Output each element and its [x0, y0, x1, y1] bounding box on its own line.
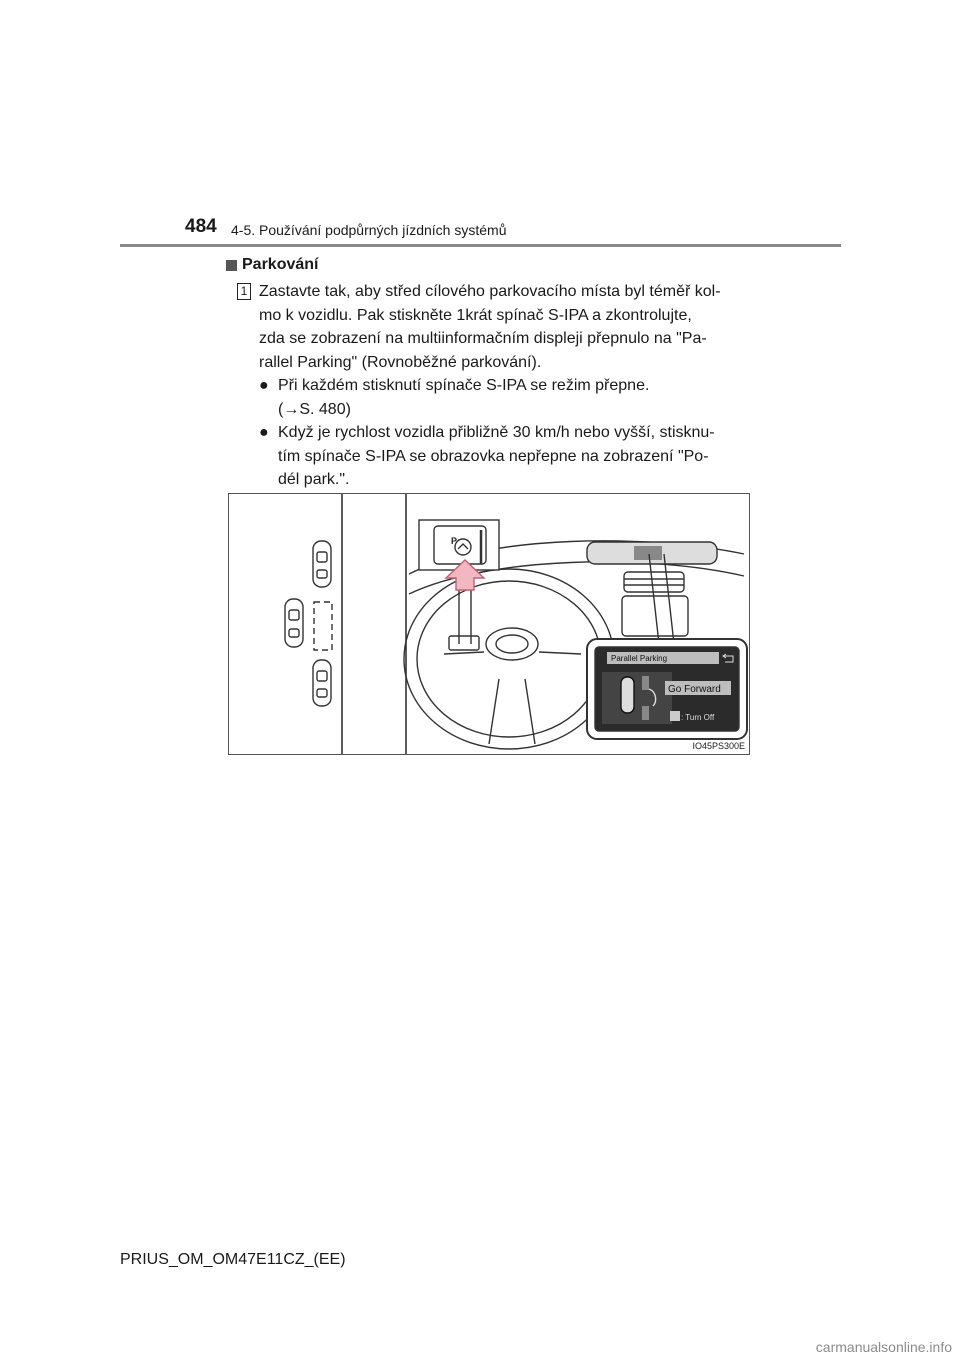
- bullet-icon: ●: [259, 424, 269, 441]
- switch-label: P: [451, 536, 458, 546]
- bullet-line: dél park.".: [278, 471, 350, 488]
- step-line: zda se zobrazení na multiinformačním displeji přepnulo na "Pa-: [259, 330, 707, 347]
- bullet-line: Při každém stisknutí spínače S-IPA se režim přepne.: [278, 377, 650, 394]
- section-heading: [226, 256, 318, 274]
- bullet-line: tím spínače S-IPA se obrazovka nepřepne na zobrazení "Po-: [278, 447, 709, 465]
- header-rule: [120, 244, 841, 247]
- chapter-title: 4-5. Používání podpůrných jízdních systémů: [231, 222, 507, 238]
- step-paragraph: [259, 280, 743, 374]
- go-forward-label: Go Forward: [668, 684, 721, 695]
- bullet-text: [278, 421, 743, 492]
- bullet-line: Když je rychlost vozidla přibližně 30 km/h nebo vyšší, stisknu-: [278, 424, 715, 441]
- step-number-box: 1: [237, 283, 251, 300]
- steering-wheel: [404, 569, 614, 749]
- switch-mini-icon: [670, 711, 680, 721]
- car-position-icon: [621, 677, 634, 713]
- page-number: 484: [185, 216, 217, 237]
- bullet-icon: ●: [259, 377, 269, 394]
- step-line: Zastavte tak, aby střed cílového parkovacího místa byl téměř kol-: [259, 283, 721, 300]
- car-top-icon: [285, 599, 303, 647]
- bullet-text: [278, 374, 743, 421]
- illustration-drawing: [229, 494, 749, 754]
- screen-title: Parallel Parking: [611, 654, 668, 663]
- watermark: carmanualsonline.info: [815, 1339, 952, 1355]
- car-top-icon: [313, 541, 331, 587]
- footer-doc-id: PRIUS_OM_OM47E11CZ_(EE): [120, 1251, 346, 1268]
- bullet-line: (→S. 480): [278, 400, 351, 418]
- parking-space-outline: [314, 602, 332, 650]
- step-line: mo k vozidlu. Pak stiskněte 1krát spínač S-IPA a zkontrolujte,: [259, 306, 692, 324]
- step-line: rallel Parking" (Rovnoběžné parkování).: [259, 353, 542, 371]
- section-title: Parkování: [242, 256, 319, 273]
- turn-off-label: : Turn Off: [681, 713, 715, 722]
- car-top-icon: [313, 660, 331, 706]
- illustration: [228, 493, 750, 755]
- figure-code: IO45PS300E: [692, 741, 745, 751]
- section-square-icon: [226, 260, 237, 271]
